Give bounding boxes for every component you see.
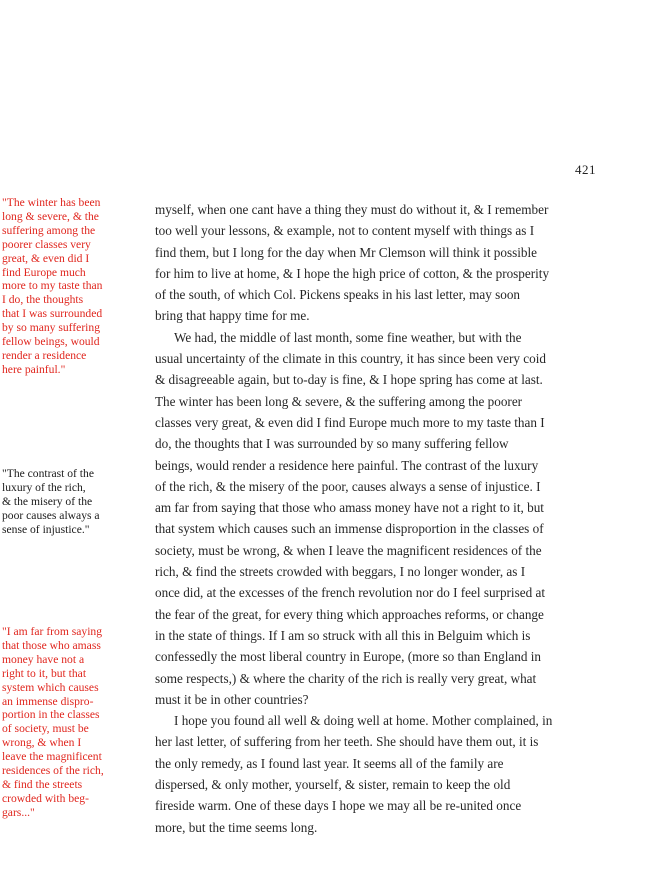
body-paragraph [155,327,607,710]
page-number: 421 [575,162,596,177]
body-line: classes very great, & even did I find Europe much more to my taste than I [155,414,545,430]
body-line: society, must be wrong, & when I leave the magnificent residences of the [155,542,542,558]
sidenote-far-from-saying-quote: "I am far from saying that those who amass money have not a right to it, but that system which causes an immense dispro- portion in the classes of society, must be wrong, & when I leave the magnificent residences of the rich, & find the streets crowded with beg- gars..." [2,625,104,819]
body-line: am far from saying that those who amass money have not a right to it, but [155,500,544,516]
body-paragraph [155,199,607,327]
body-line: confessedly the most liberal country in Europe, (more so than England in [155,649,542,665]
body-line: for him to live at home, & I hope the high price of cotton, & the prosperity [155,265,550,281]
body-line: of the south, of which Col. Pickens speaks in his last letter, may soon [155,287,521,303]
body-line: of the rich, & the misery of the poor, causes always a sense of injustice. I [155,478,541,494]
body-line: We had, the middle of last month, some fine weather, but with the [174,329,522,345]
body-line: that system which causes such an immense disproportion in the classes of [155,521,544,537]
body-line: find them, but I long for the day when Mr Clemson will think it possible [155,244,538,260]
letter-body-text [155,199,607,838]
body-line: bring that happy time for me. [155,308,310,324]
body-line: beings, would render a residence here painful. The contrast of the luxury [155,457,539,473]
body-line: some respects,) & where the charity of the rich is really very great, what [155,670,537,686]
body-line: do, the thoughts that I was surrounded by so many suffering fellow [155,436,509,452]
body-line: & disagreeable again, but to-day is fine, & I hope spring has come at last. [155,372,543,388]
body-line: I hope you found all well & doing well at home. Mother complained, in [174,713,553,729]
body-line: rich, & find the streets crowded with beggars, I no longer wonder, as I [155,564,526,580]
body-paragraph [155,710,607,838]
body-line: her last letter, of suffering from her teeth. She should have them out, it is [155,734,539,750]
body-line: in the state of things. If I am so struck with all this in Belguim which is [155,627,531,643]
body-line: must it be in other countries? [155,691,309,707]
sidenote-contrast-quote: "The contrast of the luxury of the rich, & the misery of the poor causes always a sense of injustice." [2,467,100,536]
body-line: dispersed, & only mother, yourself, & sister, remain to keep the old [155,777,511,793]
body-line: usual uncertainty of the climate in this country, it has since been very coid [155,351,546,367]
body-line: once did, at the excesses of the french revolution nor do I feel surprised at [155,585,545,601]
body-line: myself, when one cant have a thing they must do without it, & I remember [155,202,549,217]
body-line: fireside warm. One of these days I hope we may all be re-united once [155,798,522,814]
sidenote-winter-quote: "The winter has been long & severe, & the suffering among the poorer classes very great, & even did I find Europe much more to my taste than I do, the thoughts that I was surrounded by so many suffering fellow beings, would render a residence here painful." [2,196,103,376]
body-line: too well your lessons, & example, not to content myself with things as I [155,223,535,239]
body-line: The winter has been long & severe, & the suffering among the poorer [155,393,523,409]
body-line: more, but the time seems long. [155,819,318,835]
body-line: the fear of the great, for every thing which approaches reforms, or change [155,606,544,622]
body-line: the only remedy, as I found last year. It seems all of the family are [155,755,504,771]
